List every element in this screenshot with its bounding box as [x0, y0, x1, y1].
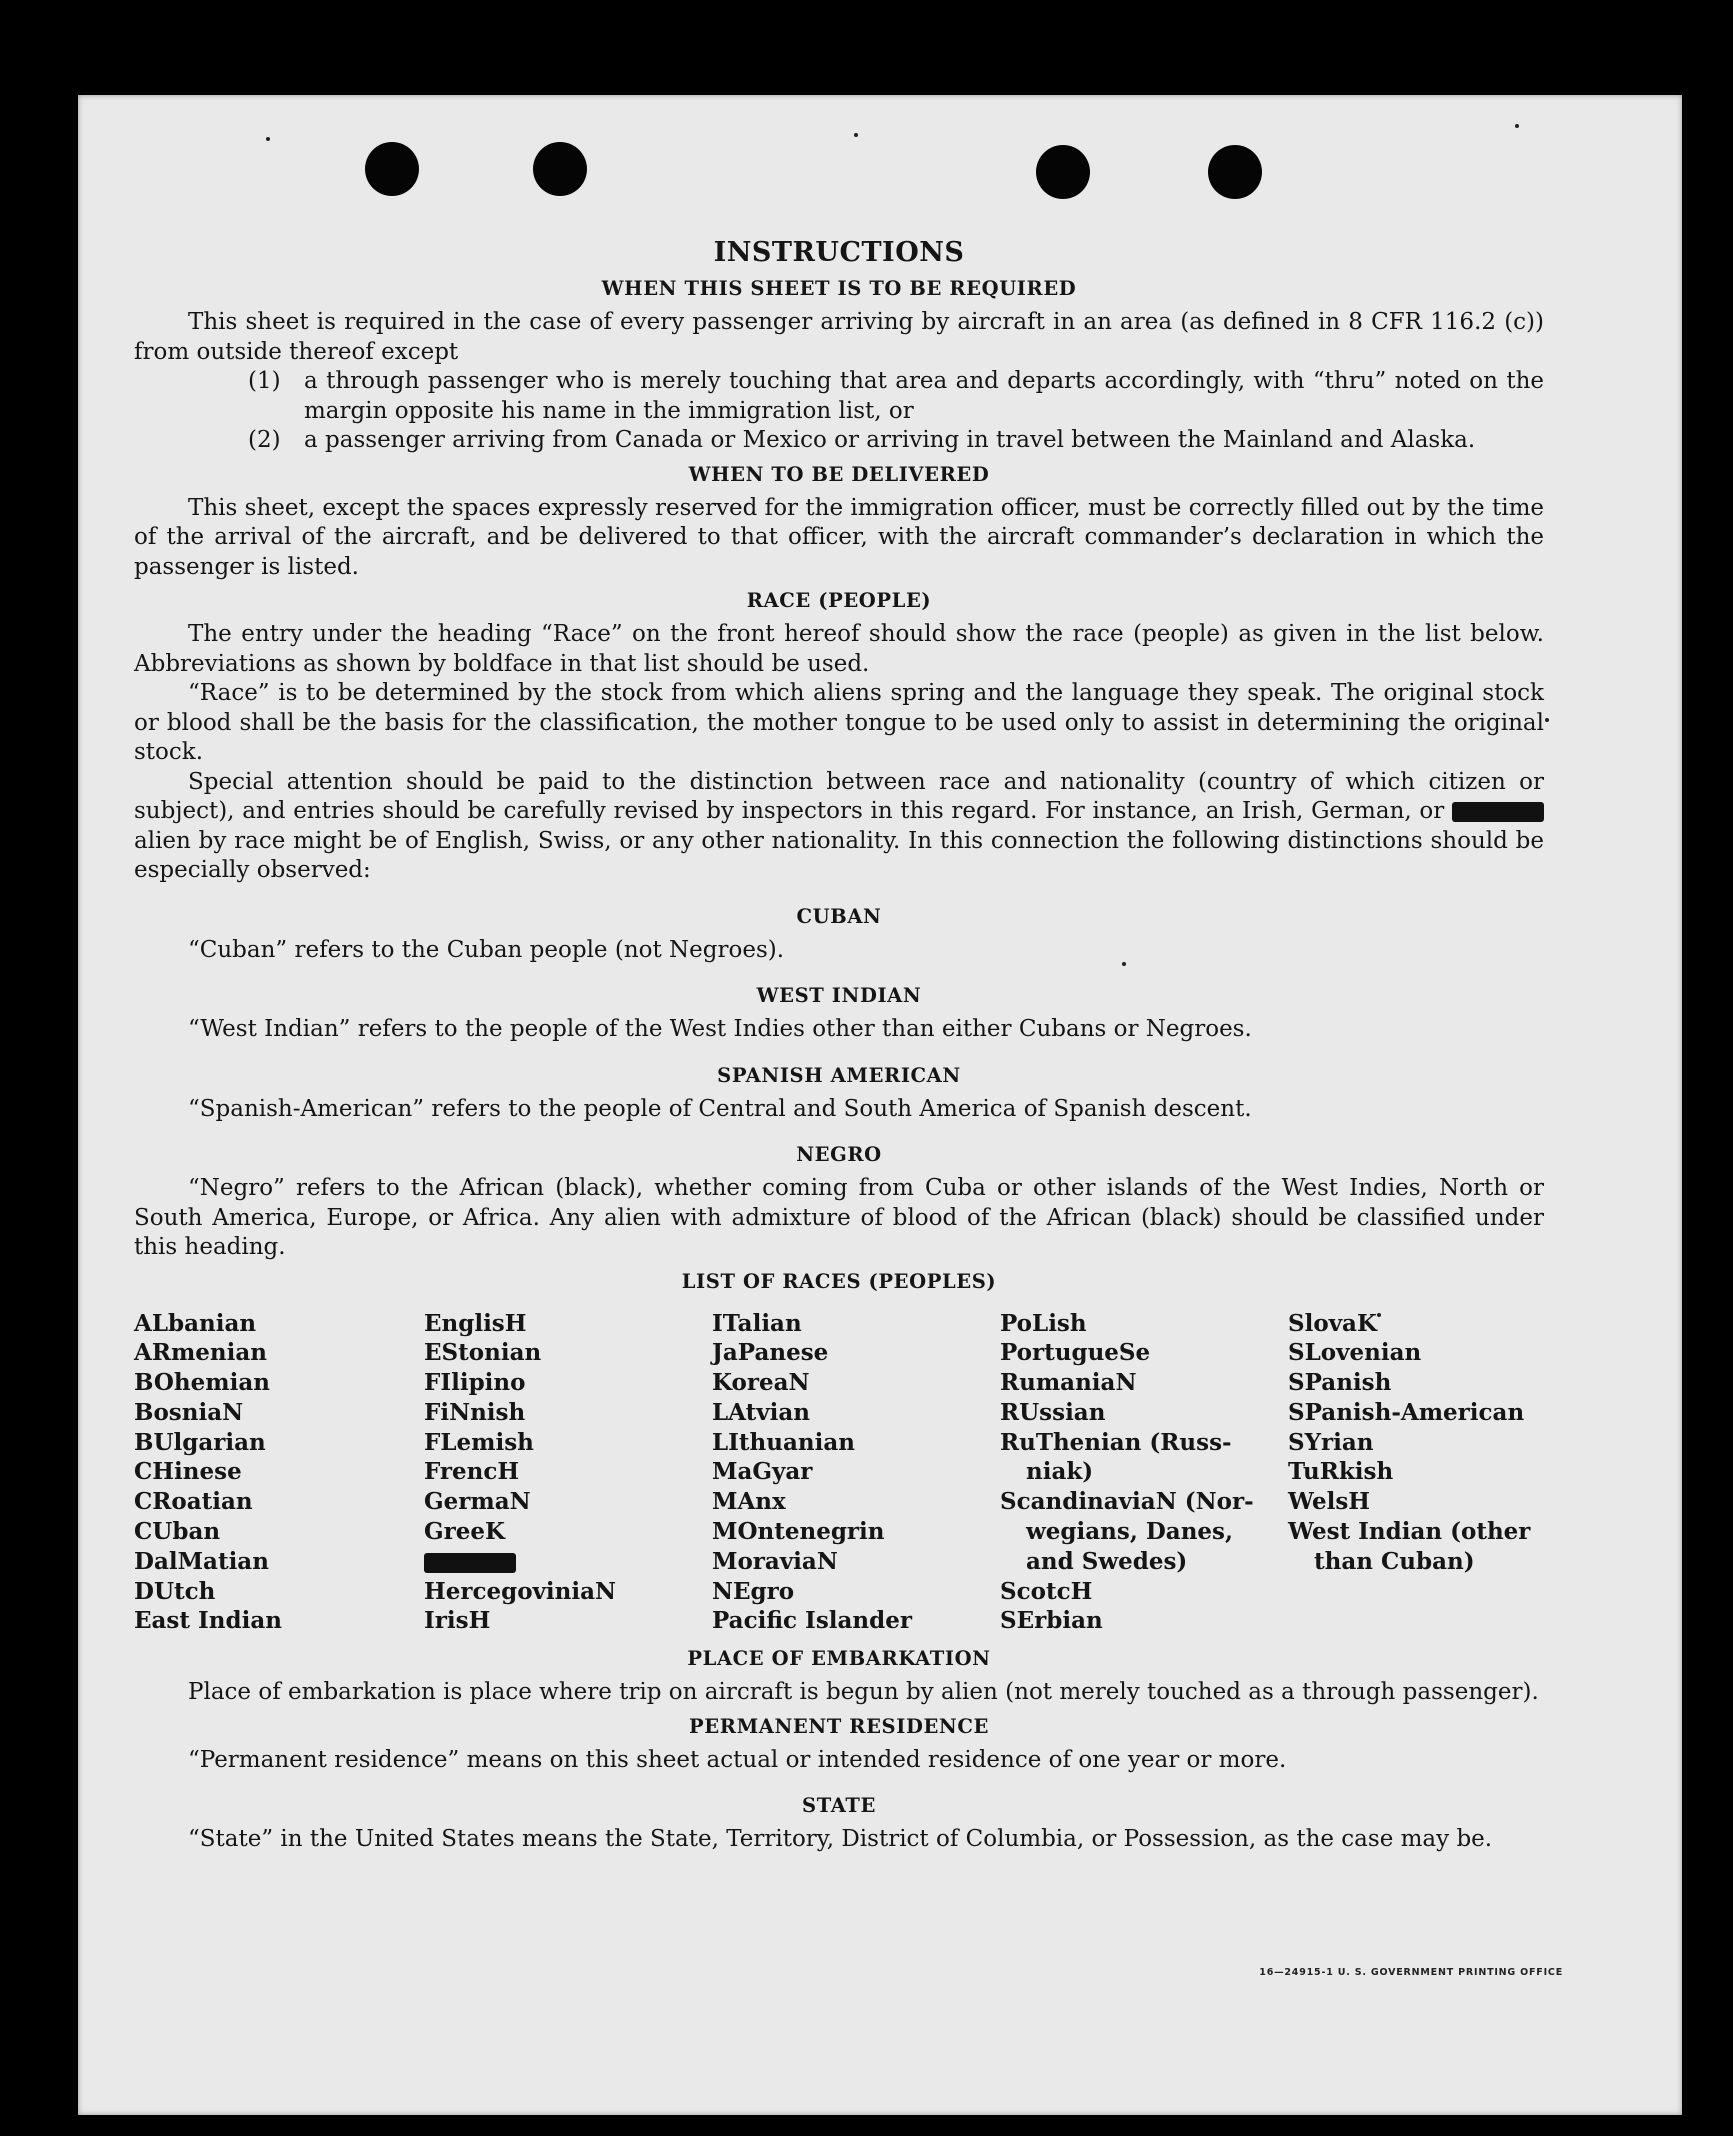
race-entry: SLovenian	[1288, 1339, 1422, 1367]
item-text: a passenger arriving from Canada or Mexico or arriving in travel between the Mainland and Alaska.	[304, 427, 1476, 453]
race-entry: ALbanian	[134, 1309, 257, 1337]
printing-office-code: 16—24915-1 U. S. GOVERNMENT PRINTING OFFICE	[1259, 1967, 1563, 1978]
race-entry: RumaniaN	[1000, 1369, 1137, 1397]
redaction-mark	[424, 1553, 516, 1573]
race-entry-continuation: wegians, Danes,	[1026, 1518, 1233, 1546]
race-column	[1288, 1309, 1544, 1637]
race-entry: MoraviaN	[712, 1547, 838, 1575]
west-indian-text: “West Indian” refers to the people of the West Indies other than either Cubans or Negroes.	[188, 1016, 1252, 1042]
race-entry: PoLish	[1000, 1309, 1087, 1337]
race-column	[134, 1309, 424, 1637]
race-entry: SPanish-American	[1288, 1398, 1525, 1426]
race-entry: SYrian	[1288, 1428, 1374, 1456]
race-entry-redacted	[424, 1547, 712, 1577]
race-paragraph-1: The entry under the heading “Race” on the front hereof should show the race (people) as given in the list below. Abbreviations as shown by boldface in that list should be used.	[134, 621, 1544, 677]
race-entry: East Indian	[134, 1607, 282, 1635]
race-entry: FIlipino	[424, 1369, 526, 1397]
race-entry: RUssian	[1000, 1398, 1106, 1426]
item-number: (2)	[248, 427, 281, 453]
item-text: a through passenger who is merely touching that area and departs accordingly, with “thru” noted on the margin opposite his name in the immigration list, or	[304, 368, 1544, 424]
section-heading-spanish-american: SPANISH AMERICAN	[717, 1063, 961, 1087]
race-entry: ARmenian	[134, 1339, 268, 1367]
race-entry: ScotcH	[1000, 1577, 1093, 1605]
race-paragraph-3-end: alien by race might be of English, Swiss, or any other nationality. In this connection the following distinctions should be especially observed:	[134, 827, 1544, 883]
section-heading-negro: NEGRO	[796, 1143, 882, 1166]
race-entry: BUlgarian	[134, 1428, 266, 1456]
race-column	[712, 1309, 1000, 1637]
race-entry: DalMatian	[134, 1547, 269, 1575]
race-paragraph-3	[134, 768, 1544, 886]
race-entry-continuation: and Swedes)	[1026, 1547, 1188, 1575]
section-heading-required: WHEN THIS SHEET IS TO BE REQUIRED	[601, 277, 1077, 300]
punch-hole	[533, 142, 587, 196]
race-entry: RuThenian (Russ-	[1000, 1428, 1232, 1456]
race-entry: KoreaN	[712, 1369, 810, 1397]
races-list	[134, 1309, 1544, 1637]
race-entry: PortugueSe	[1000, 1339, 1151, 1367]
residence-text: “Permanent residence” means on this sheet actual or intended residence of one year or more.	[188, 1746, 1287, 1773]
state-text: “State” in the United States means the State, Territory, District of Columbia, or Possession, as the case may be.	[188, 1826, 1493, 1853]
embarkation-text: Place of embarkation is place where trip on aircraft is begun by alien (not merely touched as a through passenger).	[188, 1679, 1539, 1706]
punch-hole	[1036, 145, 1090, 199]
race-entry: CHinese	[134, 1458, 242, 1486]
race-entry: GreeK	[424, 1518, 506, 1546]
punch-hole	[365, 142, 419, 196]
section-heading-state: STATE	[802, 1794, 876, 1818]
race-entry: CRoatian	[134, 1488, 253, 1516]
race-entry: ScandinaviaN (Nor-	[1000, 1488, 1254, 1516]
race-entry: SlovaK	[1288, 1309, 1377, 1337]
exception-item	[248, 426, 1544, 456]
redaction-mark	[1452, 802, 1544, 822]
page-title: INSTRUCTIONS	[713, 237, 965, 268]
exception-item	[248, 367, 1544, 426]
race-entry: SErbian	[1000, 1607, 1103, 1635]
section-heading-embarkation: PLACE OF EMBARKATION	[687, 1647, 991, 1671]
speck	[1545, 718, 1549, 722]
negro-text: “Negro” refers to the African (black), whether coming from Cuba or other islands of the West Indies, North or South America, Europe, or Africa. Any alien with admixture of blood of the African (black) should be classified under this heading.	[134, 1175, 1544, 1260]
race-entry: NEgro	[712, 1577, 795, 1605]
race-column	[1000, 1309, 1288, 1637]
section-heading-delivered: WHEN TO BE DELIVERED	[688, 462, 990, 486]
race-entry: GermaN	[424, 1488, 531, 1516]
required-intro: This sheet is required in the case of every passenger arriving by aircraft in an area (as defined in 8 CFR 116.2 (c)) from outside thereof except	[134, 309, 1544, 365]
speck	[1515, 124, 1519, 128]
race-entry: HercegoviniaN	[424, 1577, 617, 1605]
race-entry: West Indian (other	[1288, 1518, 1531, 1546]
punch-hole	[1208, 145, 1262, 199]
race-entry: IrisH	[424, 1607, 491, 1635]
race-entry: BosniaN	[134, 1398, 244, 1426]
race-entry: LIthuanian	[712, 1428, 855, 1456]
instructions-content	[134, 236, 1544, 1855]
race-entry: MaGyar	[712, 1458, 813, 1486]
race-entry: Pacific Islander	[712, 1607, 912, 1635]
race-entry: FLemish	[424, 1428, 534, 1456]
race-entry: EStonian	[424, 1339, 542, 1367]
race-entry: EnglisH	[424, 1309, 527, 1337]
race-entry: BOhemian	[134, 1369, 270, 1397]
race-entry: TuRkish	[1288, 1458, 1394, 1486]
section-heading-race: RACE (PEOPLE)	[746, 589, 932, 612]
race-entry: LAtvian	[712, 1398, 810, 1426]
section-heading-residence: PERMANENT RESIDENCE	[689, 1714, 989, 1738]
section-heading-cuban: CUBAN	[796, 904, 882, 928]
race-entry-continuation: niak)	[1026, 1458, 1094, 1486]
race-paragraph-3-start: Special attention should be paid to the distinction between race and nationality (country of which citizen or subject), and entries should be carefully revised by inspectors in this regard. For instance, an Irish, German, or	[134, 768, 1544, 824]
race-entry: DUtch	[134, 1577, 216, 1605]
section-heading-west-indian: WEST INDIAN	[756, 984, 922, 1007]
race-entry: ITalian	[712, 1309, 802, 1337]
race-entry: MOntenegrin	[712, 1518, 885, 1546]
race-entry: WelsH	[1288, 1488, 1371, 1516]
item-number: (1)	[248, 368, 281, 394]
spanish-american-text: “Spanish-American” refers to the people of Central and South America of Spanish descent.	[188, 1095, 1252, 1122]
race-entry: FiNnish	[424, 1398, 526, 1426]
race-entry: JaPanese	[712, 1339, 829, 1367]
race-entry: CUban	[134, 1518, 221, 1546]
cuban-text: “Cuban” refers to the Cuban people (not Negroes).	[188, 936, 785, 963]
section-heading-races-list: LIST OF RACES (PEOPLES)	[681, 1269, 997, 1293]
race-entry: SPanish	[1288, 1369, 1392, 1397]
race-entry: MAnx	[712, 1488, 786, 1516]
speck	[854, 133, 858, 137]
delivered-text: This sheet, except the spaces expressly reserved for the immigration officer, must be correctly filled out by the time of the arrival of the aircraft, and be delivered to that officer, with the aircraft commander’s declaration in which the passenger is listed.	[134, 494, 1544, 580]
race-entry-continuation: than Cuban)	[1314, 1547, 1475, 1575]
race-entry: FrencH	[424, 1458, 520, 1486]
race-column	[424, 1309, 712, 1637]
speck	[266, 137, 270, 141]
race-paragraph-2: “Race” is to be determined by the stock from which aliens spring and the language they speak. The original stock or blood shall be the basis for the classification, the mother tongue to be used only to assist in determining the original stock.	[134, 680, 1544, 765]
